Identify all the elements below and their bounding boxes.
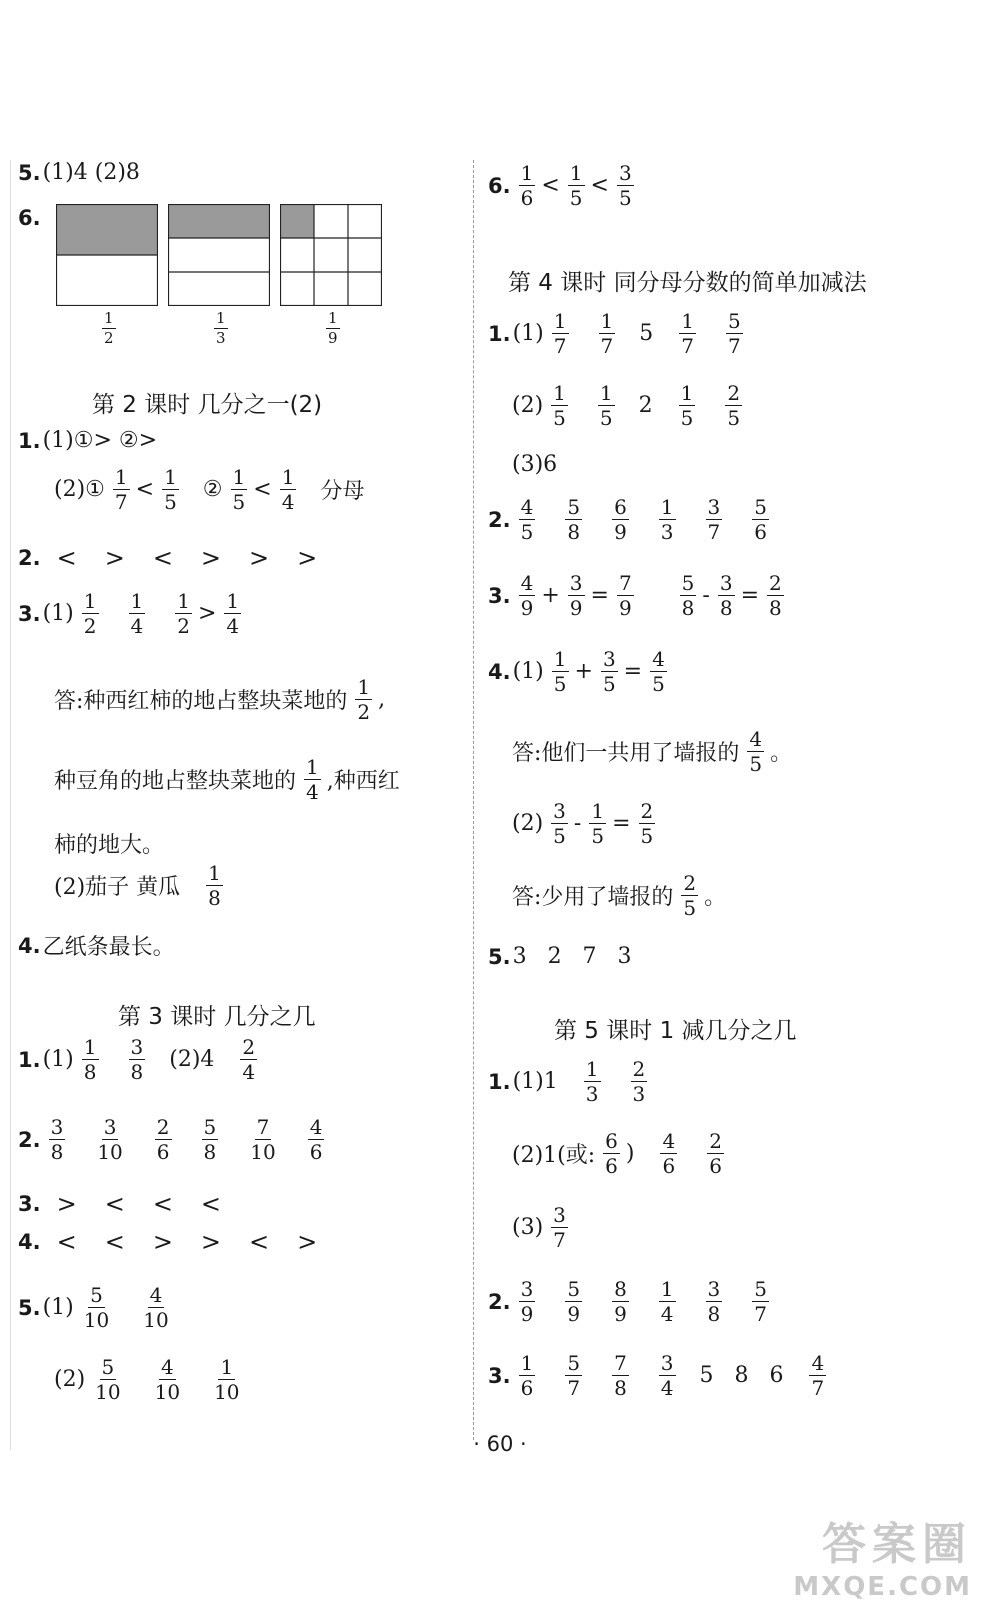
fraction: $\frac{2}{6}$: [156, 1115, 170, 1164]
fraction: $\frac{4}{10}$: [143, 1283, 169, 1332]
fraction: $\frac{2}{5}$: [640, 799, 654, 848]
fraction: $\frac{1}{2}$: [357, 675, 371, 724]
fraction: $\frac{4}{10}$: [154, 1355, 181, 1404]
figure-half: [56, 204, 158, 310]
fraction: $\frac{1}{7}$: [681, 309, 694, 358]
fraction: $\frac{6}{6}$: [605, 1129, 618, 1178]
fraction: $\frac{5}{8}$: [681, 571, 695, 620]
l4-q3: 3. $\frac{4}{9}$ + $\frac{3}{9}$ = $\frac{7}{9}$ $\frac{5}{8}$ - $\frac{3}{8}$ = $\frac{2}{8}$: [488, 571, 782, 620]
fraction: $\frac{1}{4}$: [226, 589, 240, 638]
fraction: $\frac{5}{10}$: [83, 1283, 110, 1332]
l2-q4: 4. 乙纸条最长。: [18, 933, 175, 960]
fraction: $\frac{4}{5}$: [520, 495, 534, 544]
figure-ninth-label: [320, 310, 346, 346]
l3-q2: 2. $\frac{3}{8}$ $\frac{3}{10}$ $\frac{2}{6}$ $\frac{5}{8}$ $\frac{7}{10}$ $\frac{4}{6}$: [18, 1115, 323, 1164]
fraction: $\frac{3}{8}$: [130, 1035, 144, 1084]
fraction: $\frac{5}{7}$: [727, 309, 741, 358]
half-rectangle: [56, 204, 158, 306]
fraction: $\frac{3}{7}$: [707, 495, 721, 544]
l4-q1b: (2) $\frac{1}{5}$ $\frac{1}{5}$ 2 $\frac{1}{5}$ $\frac{2}{5}$: [512, 381, 741, 430]
fraction: $\frac{1}{5}$: [591, 799, 605, 848]
ninth-grid: [280, 204, 382, 306]
fraction: $\frac{2}{5}$: [683, 871, 697, 920]
fraction: $\frac{1}{7}$: [553, 309, 567, 358]
fraction: $\frac{1}{2}$: [177, 589, 190, 638]
fraction: $\frac{2}{8}$: [769, 571, 782, 620]
fraction: $\frac{1}{10}$: [214, 1355, 240, 1404]
fraction: $\frac{3}{5}$: [618, 161, 632, 210]
watermark-logo: [793, 1508, 972, 1602]
fraction: $\frac{2}{5}$: [727, 381, 741, 430]
fraction: $\frac{1}{8}$: [83, 1035, 97, 1084]
fraction: $\frac{1}{2}$: [104, 309, 114, 347]
left-margin-line: [10, 160, 11, 1450]
lesson2-title: 第 2 课时 几分之一(2): [92, 392, 323, 418]
fraction: $\frac{1}{6}$: [520, 1351, 534, 1400]
fraction: $\frac{7}{8}$: [614, 1351, 627, 1400]
lesson5-title: 第 5 课时 1 减几分之几: [554, 1018, 797, 1044]
l3-q4: 4. < < > > < >: [18, 1228, 318, 1256]
fraction: $\frac{5}{9}$: [567, 1277, 581, 1326]
fraction: $\frac{2}{4}$: [242, 1035, 256, 1084]
l4-q1c: (3)6: [512, 452, 558, 477]
fraction: $\frac{5}{10}$: [95, 1355, 121, 1404]
fraction: $\frac{1}{2}$: [83, 589, 97, 638]
fraction: $\frac{1}{5}$: [553, 381, 566, 430]
l2-q1a: 1. (1)①> ②>: [18, 428, 158, 453]
fraction: $\frac{1}{5}$: [569, 161, 583, 210]
l4-q2: 2. $\frac{4}{5}$ $\frac{5}{8}$ $\frac{6}{9}$ $\frac{1}{3}$ $\frac{3}{7}$ $\frac{5}{6}$: [488, 495, 767, 544]
page-number: · 60 ·: [473, 1432, 527, 1456]
l3-q5: 5. (1) $\frac{5}{10}$ $\frac{4}{10}$: [18, 1283, 169, 1332]
fraction: $\frac{2}{3}$: [632, 1057, 646, 1106]
fraction: $\frac{1}{5}$: [599, 381, 613, 430]
fraction: $\frac{2}{6}$: [709, 1129, 722, 1178]
l2-q2: 2. < > < > > >: [18, 544, 318, 572]
fraction: $\frac{7}{9}$: [618, 571, 632, 620]
fraction: $\frac{1}{3}$: [216, 309, 226, 347]
l2-q3: 3. (1) $\frac{1}{2}$ $\frac{1}{4}$ $\frac{1}{2}$ > $\frac{1}{4}$: [18, 589, 240, 638]
figure-ninth: [280, 204, 382, 310]
third-rectangle: [168, 204, 270, 306]
l2-answer-line3: 柿的地大。: [54, 833, 165, 858]
fraction: $\frac{4}{5}$: [652, 647, 665, 696]
fraction: $\frac{8}{9}$: [614, 1277, 627, 1326]
watermark-line1: 答案圈: [822, 1519, 972, 1570]
l5-q1b: (2)1(或: $\frac{6}{6}$ ) $\frac{4}{6}$ $\frac{2}{6}$: [512, 1129, 722, 1178]
figure-half-label: [96, 310, 122, 346]
l2-q1b: (2)① $\frac{1}{7}$ < $\frac{1}{5}$ ② $\frac{1}{5}$ < $\frac{1}{4}$ 分母: [54, 465, 365, 514]
fraction: $\frac{3}{7}$: [553, 1203, 566, 1252]
fraction: $\frac{5}{7}$: [567, 1351, 581, 1400]
fraction: $\frac{3}{9}$: [520, 1277, 534, 1326]
fraction: $\frac{1}{5}$: [164, 465, 177, 514]
q6-label: 6.: [18, 206, 41, 230]
l2-answer-line2: 种豆角的地占整块菜地的 $\frac{1}{4}$ ,种西红: [54, 755, 400, 804]
fraction: $\frac{1}{3}$: [660, 495, 674, 544]
fraction: $\frac{1}{5}$: [553, 647, 567, 696]
l5-q3: 3. $\frac{1}{6}$ $\frac{5}{7}$ $\frac{7}{8}$ $\frac{3}{4}$ 5 8 6 $\frac{4}{7}$: [488, 1351, 825, 1400]
l4-q5: 5. 3 2 7 3: [488, 944, 632, 969]
lesson4-title: 第 4 课时 同分母分数的简单加减法: [508, 270, 867, 296]
fraction: $\frac{4}{6}$: [662, 1129, 676, 1178]
l3-q3: 3. > < < <: [18, 1190, 222, 1218]
l3-q5b: (2) $\frac{5}{10}$ $\frac{4}{10}$ $\frac{1}{10}$: [54, 1355, 240, 1404]
fraction: $\frac{3}{8}$: [719, 571, 733, 620]
fraction: $\frac{3}{8}$: [50, 1115, 64, 1164]
fraction: $\frac{1}{5}$: [232, 465, 246, 514]
l2-q3b: (2)茄子 黄瓜 $\frac{1}{8}$: [54, 861, 221, 910]
fraction: $\frac{5}{8}$: [203, 1115, 217, 1164]
fraction: $\frac{4}{7}$: [811, 1351, 825, 1400]
l5-q2: 2. $\frac{3}{9}$ $\frac{5}{9}$ $\frac{8}{9}$ $\frac{1}{4}$ $\frac{3}{8}$ $\frac{5}{7}$: [488, 1277, 767, 1326]
fraction: $\frac{3}{10}$: [97, 1115, 123, 1164]
fraction: $\frac{1}{6}$: [520, 161, 534, 210]
fraction: $\frac{3}{5}$: [553, 799, 566, 848]
fraction: $\frac{1}{7}$: [600, 309, 614, 358]
fraction: $\frac{1}{9}$: [328, 309, 338, 347]
column-divider: [473, 160, 474, 1440]
fraction: $\frac{4}{6}$: [309, 1115, 323, 1164]
fraction: $\frac{1}{8}$: [208, 861, 221, 910]
fraction: $\frac{3}{9}$: [569, 571, 583, 620]
figure-third-label: [208, 310, 234, 346]
fraction: $\frac{6}{9}$: [614, 495, 627, 544]
fraction: $\frac{3}{8}$: [707, 1277, 721, 1326]
fraction: $\frac{1}{4}$: [130, 589, 144, 638]
l4-q4: 4. (1) $\frac{1}{5}$ + $\frac{3}{5}$ = $\frac{4}{5}$: [488, 647, 665, 696]
l5-q1: 1. (1)1 $\frac{1}{3}$ $\frac{2}{3}$: [488, 1057, 646, 1106]
lesson3-title: 第 3 课时 几分之几: [118, 1004, 316, 1030]
l4-q4-answer2: 答:少用了墙报的 $\frac{2}{5}$ 。: [512, 871, 727, 920]
fraction: $\frac{4}{9}$: [520, 571, 534, 620]
fraction: $\frac{1}{4}$: [660, 1277, 674, 1326]
l4-q4-answer1: 答:他们一共用了墙报的 $\frac{4}{5}$ 。: [512, 727, 793, 776]
l2-answer-line1: 答:种西红柿的地占整块菜地的 $\frac{1}{2}$ ,: [54, 675, 386, 724]
fraction: $\frac{5}{8}$: [567, 495, 581, 544]
fraction: $\frac{1}{4}$: [306, 755, 319, 804]
l4-q4b: (2) $\frac{3}{5}$ - $\frac{1}{5}$ = $\frac{2}{5}$: [512, 799, 654, 848]
q5-answer: 5. (1)4 (2)8: [18, 160, 140, 185]
fraction: $\frac{1}{3}$: [585, 1057, 599, 1106]
l4-q1: 1. (1) $\frac{1}{7}$ $\frac{1}{7}$ 5 $\frac{1}{7}$ $\frac{5}{7}$: [488, 309, 741, 358]
fraction: $\frac{1}{5}$: [680, 381, 694, 430]
fraction: $\frac{5}{7}$: [754, 1277, 767, 1326]
l5-q1c: (3) $\frac{3}{7}$: [512, 1203, 566, 1252]
r-q6: 6. $\frac{1}{6}$ < $\frac{1}{5}$ < $\frac{3}{5}$: [488, 161, 632, 210]
fraction: $\frac{1}{7}$: [114, 465, 128, 514]
figure-third: [168, 204, 270, 310]
fraction: $\frac{4}{5}$: [749, 727, 763, 776]
fraction: $\frac{7}{10}$: [250, 1115, 276, 1164]
watermark-line2: MXQE.COM: [793, 1572, 972, 1602]
fraction: $\frac{5}{6}$: [754, 495, 767, 544]
l3-q1: 1. (1) $\frac{1}{8}$ $\frac{3}{8}$ (2)4 $\frac{2}{4}$: [18, 1035, 256, 1084]
fraction: $\frac{1}{4}$: [281, 465, 295, 514]
fraction: $\frac{3}{5}$: [602, 647, 616, 696]
fraction: $\frac{3}{4}$: [660, 1351, 674, 1400]
